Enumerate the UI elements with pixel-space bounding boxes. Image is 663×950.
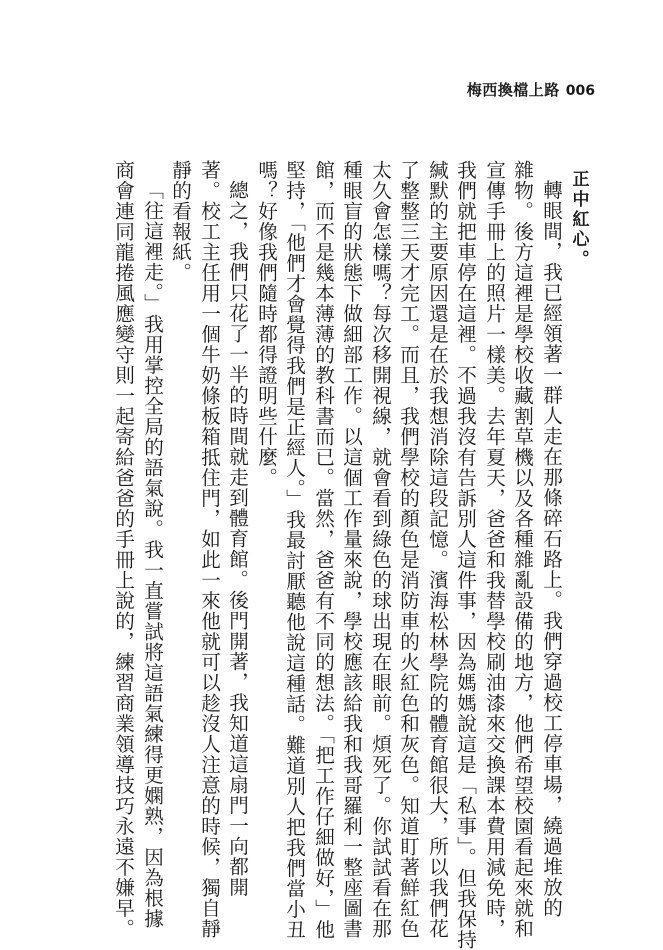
paragraph-line: 雜物。後方這裡是學校收藏割草機以及各種雜亂設備的地方，他們希望校園看起來就和: [510, 160, 534, 939]
paragraph-line: 著。校工主任用一個牛奶條板箱抵住門，如此一來他就可以趁沒人注意的時候，獨自靜: [197, 160, 221, 939]
paragraph-line: 轉眼間，我已經領著一群人走在那條碎石路上。我們穿過校工停車場，繞過堆放的: [539, 180, 563, 918]
paragraph-line: 了整整三天才完工。而且，我們學校的顏色是消防車的火紅色和灰色。知道盯著鮮紅色: [396, 160, 420, 939]
paragraph-line: 靜的看報紙。: [168, 160, 192, 283]
running-header: [467, 79, 595, 100]
paragraph-line: 宣傳手冊上的照片一樣美。去年夏天，爸爸和我替學校刷油漆來交換課本費用減免時，: [482, 160, 506, 939]
paragraph-line: 商會連同龍捲風應變守則一起寄給爸爸的手冊上說的，練習商業領導技巧永遠不嫌早。: [111, 160, 135, 939]
paragraph-line: 總之，我們只花了一半的時間就走到體育館。後門開著，我知道這扇門一向都開: [225, 180, 249, 898]
paragraph-line: 種眼盲的狀態下做細部工作。以這個工作量來說，學校應該給我和我哥羅利一整座圖書: [339, 160, 363, 939]
page-number: 006: [565, 83, 595, 99]
paragraph-line: 嗎？好像我們隨時都得證明些什麼。: [254, 160, 278, 488]
paragraph-line: 正中紅心。: [568, 170, 589, 270]
paragraph-line: 堅持，「他們才會覺得我們是正經人。」我最討厭聽他說這種話。難道別人把我們當小丑: [282, 160, 306, 940]
paragraph-line: 我們就把車停在這裡。不過我沒有告訴別人這件事，因為媽媽說這是「私事」。但我保持: [453, 160, 477, 950]
paragraph-line: 「往這裡走。」我用掌控全局的語氣說。我一直嘗試將這語氣練得更嫻熟，因為根據: [140, 180, 164, 929]
paragraph-line: 太久會怎樣嗎？每次移開視線，就會看到綠色的球出現在眼前。煩死了。你試試看在那: [368, 160, 392, 939]
paragraph-line: 緘默的主要原因還是在於我想消除這段記憶。濱海松林學院的體育館很大，所以我們花: [425, 160, 449, 939]
book-title: 梅西換檔上路: [466, 81, 560, 99]
paragraph-line: 館，而不是幾本薄薄的教科書而已。當然，爸爸有不同的想法。「把工作仔細做好，」他: [311, 160, 335, 940]
